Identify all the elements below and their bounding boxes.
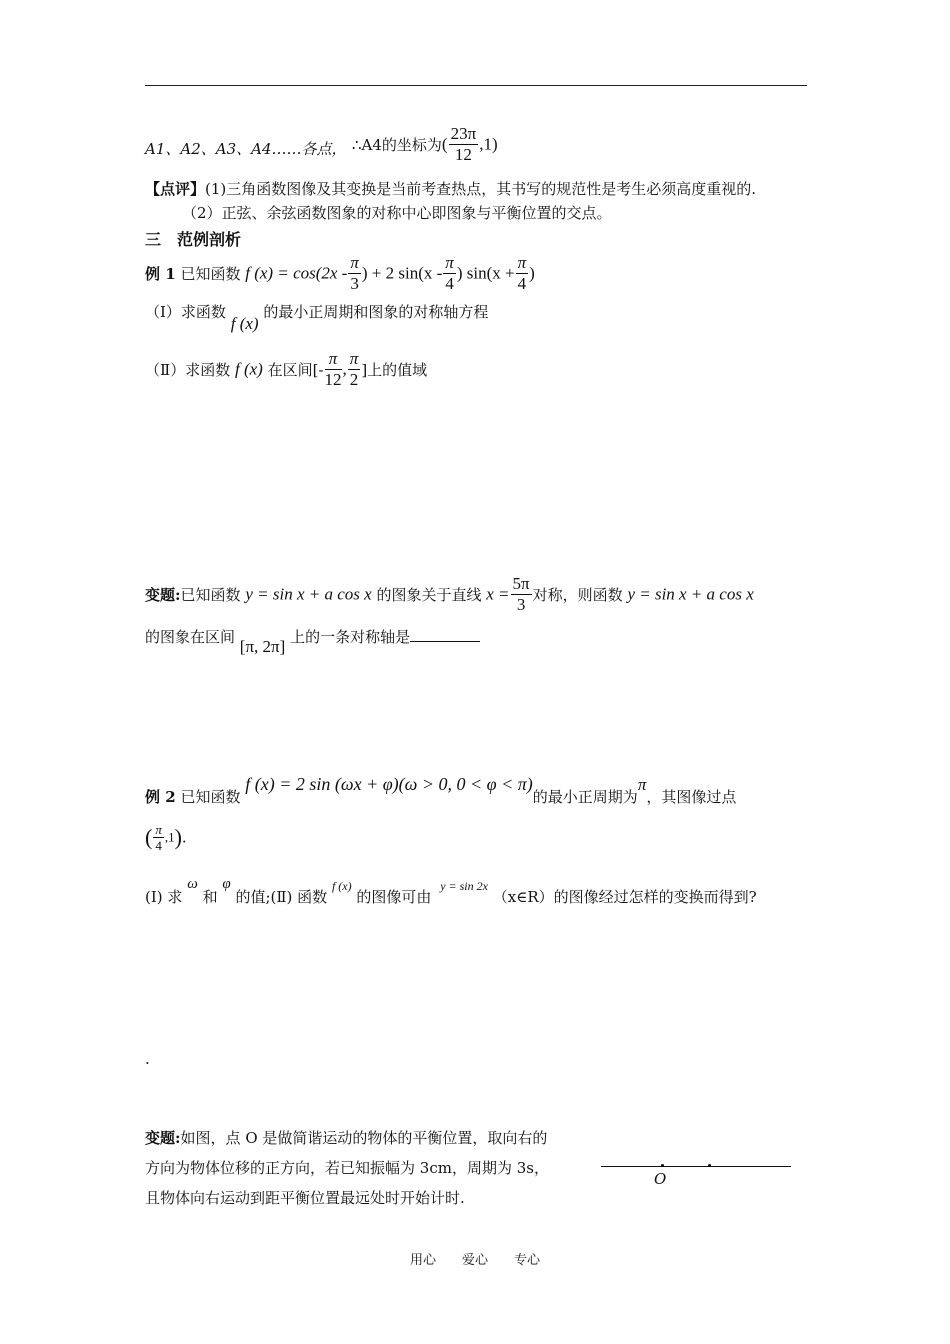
page-footer: 用心 爱心 专心: [410, 1253, 541, 1268]
den-3: 3: [350, 274, 359, 293]
displacement-axis: [601, 1166, 791, 1167]
q1-suffix: 的最小正周期和图象的对称轴方程: [263, 303, 489, 321]
variant-2-label: 变题:: [145, 1129, 181, 1147]
q2-prefix: （Ⅱ）求函数: [145, 361, 231, 379]
den-4: 4: [445, 274, 454, 293]
q2-suffix: ]上的值域: [361, 361, 428, 379]
den-3: 3: [516, 595, 526, 614]
origin-label: O: [654, 1170, 667, 1188]
example-1-statement: [145, 253, 535, 294]
point-period: .: [181, 828, 187, 847]
example-2-function: f (x) = 2 sin (ωx + φ)(ω > 0, 0 < φ < π): [245, 774, 533, 794]
position-point: [708, 1164, 711, 1167]
equilibrium-point: [661, 1164, 664, 1167]
header-rule: [145, 85, 807, 86]
point-close: ): [174, 824, 182, 850]
example-2-text-1: 的最小正周期为: [532, 788, 638, 806]
variant-2-line-2: [145, 1157, 549, 1178]
variant-1-interval: [π, 2π]: [239, 637, 286, 656]
variant-1-text-2: 的图象关于直线: [376, 586, 482, 604]
variant-2-text-2: 方向为物体位移的正方向，若已知振幅为 3cm，周期为 3s，: [145, 1159, 549, 1177]
f-mid: ) + 2 sin(x -: [361, 263, 443, 283]
coord-denominator: 12: [454, 145, 472, 164]
point-tail: ,1: [164, 829, 175, 845]
variant-2-line-3: [145, 1187, 465, 1208]
point-num: π: [155, 822, 162, 837]
pi-over-4-b: [516, 253, 529, 294]
variant-1-line-2: [145, 626, 480, 656]
den-4: 4: [517, 274, 527, 293]
example-1-label: 例 1: [145, 265, 176, 283]
ex2-q-prefix: (Ⅰ) 求: [145, 888, 183, 906]
comment-line-2: [182, 202, 612, 223]
num-5pi: 5π: [512, 574, 530, 593]
variant-1-eq-2: x =: [486, 584, 510, 604]
comment-point-2: （2）正弦、余弦函数图象的对称中心即图象与平衡位置的交点。: [182, 204, 612, 222]
pi-over-12: [325, 349, 342, 390]
pi-symbol: π: [349, 349, 359, 368]
q2-comma: ,: [342, 359, 347, 379]
f-lhs: f (x) = cos(2x -: [245, 263, 348, 283]
point-open: (: [145, 824, 153, 850]
pi-symbol: π: [325, 349, 342, 370]
ex2-y-sin: y = sin 2x: [440, 879, 488, 893]
pi-symbol: π: [350, 253, 359, 272]
variant-1-text-3: 对称，则函数: [532, 586, 623, 604]
comment-point-1: (1)三角函数图像及其变换是当前考查热点，其书写的规范性是考生必须高度重视的.: [205, 180, 757, 198]
example-2-line-1: [145, 774, 737, 806]
points-line: [145, 138, 347, 159]
example-2-point: [145, 822, 187, 853]
comment-tag: 【点评】: [145, 180, 206, 198]
q2-mid: 在区间[-: [267, 361, 324, 379]
variant-2-line-1: [145, 1127, 547, 1148]
pi-over-2: [348, 349, 361, 390]
omega-symbol: ω: [187, 876, 198, 892]
variant-2-text-1: 如图，点 O 是做简谐运动的物体的平衡位置，取向右的: [180, 1129, 548, 1147]
variant-2-text-3: 且物体向右运动到距平衡位置最远处时开始计时.: [145, 1189, 465, 1207]
therefore-text: ∴A4的坐标为: [352, 136, 442, 154]
f-end: ): [529, 263, 535, 283]
variant-1-eq-1: y = sin x + a cos x: [245, 584, 372, 604]
pi-over-4-a: [443, 253, 456, 294]
ex2-and: 和: [202, 888, 218, 906]
coord-fraction: [449, 124, 479, 165]
ex2-q-mid2: 的图像可由: [356, 888, 432, 906]
pi-over-3: [348, 253, 361, 294]
q2-function: f (x): [234, 359, 263, 379]
f-mid2: ) sin(x +: [456, 263, 515, 283]
variant-1-line-1: [145, 574, 754, 615]
den-12: 12: [324, 370, 342, 389]
stray-dot: .: [145, 1050, 150, 1068]
example-2-question: [145, 872, 757, 906]
example-2-pi: π: [637, 775, 647, 794]
ex2-fx: f (x): [331, 879, 352, 893]
coord-tail: ,1): [479, 134, 498, 154]
comment-line-1: [145, 178, 756, 199]
coord-numerator: 23π: [450, 124, 477, 143]
variant-1-text-1: 已知函数: [180, 586, 241, 604]
den-2: 2: [349, 370, 359, 389]
q1-prefix: （Ⅰ）求函数: [145, 303, 226, 321]
q1-function: f (x): [230, 314, 259, 333]
example-2-label: 例 2: [145, 788, 176, 806]
phi-symbol: φ: [222, 876, 231, 892]
answer-blank: [410, 627, 480, 642]
variant-1-label: 变题:: [145, 586, 181, 604]
example-2-intro: 已知函数: [180, 788, 241, 806]
variant-1-text-4: 的图象在区间: [145, 628, 236, 646]
variant-1-text-5: 上的一条对称轴是: [290, 628, 411, 646]
section-title: 三 范例剖析: [145, 230, 242, 249]
coordinate-statement: [352, 124, 498, 165]
point-den: 4: [155, 838, 162, 853]
example-1-intro: 已知函数: [180, 265, 241, 283]
points-text: A1、A2、A3、A4……各点，: [145, 140, 347, 158]
pi-symbol: π: [445, 253, 454, 272]
ex2-q-mid: 的值;(Ⅱ) 函数: [235, 888, 328, 906]
five-pi-over-3: [511, 574, 532, 615]
pi-over-4-point: [153, 822, 164, 853]
variant-1-eq-3: y = sin x + a cos x: [627, 584, 754, 604]
example-2-text-2: ，其图像过点: [646, 788, 737, 806]
example-1-q2: [145, 349, 427, 390]
coord-open: (: [441, 134, 448, 154]
ex2-q-domain: （x∈R）的图像经过怎样的变换而得到?: [492, 888, 757, 906]
pi-symbol: π: [517, 253, 527, 272]
example-1-q1: [145, 301, 489, 333]
